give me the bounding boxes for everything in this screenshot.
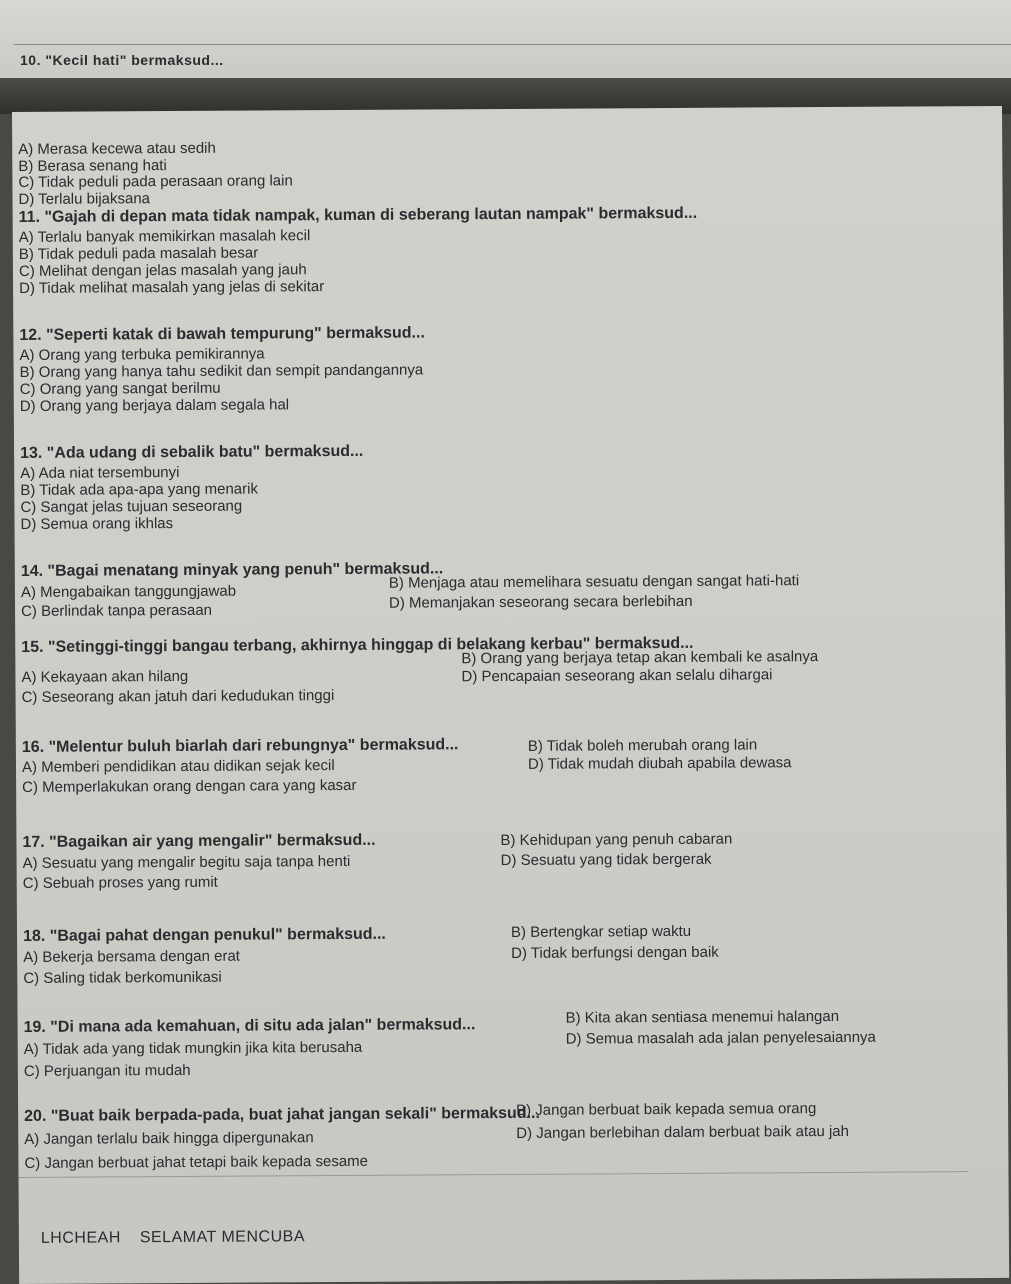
question-13: 13. "Ada udang di sebalik batu" bermaksud... — [20, 442, 364, 462]
q19-option-d[interactable]: D) Semua masalah ada jalan penyelesaiannya — [565, 1028, 876, 1048]
q19-option-c[interactable]: C) Perjuangan itu mudah — [23, 1061, 191, 1080]
q13-option-d[interactable]: D) Semua orang ikhlas — [20, 515, 174, 533]
question-17: 17. "Bagaikan air yang mengalir" bermaksud... — [22, 831, 376, 851]
q14-option-a[interactable]: A) Mengabaikan tanggungjawab — [20, 582, 237, 601]
q18-option-b[interactable]: B) Bertengkar setiap waktu — [510, 922, 692, 941]
divider — [14, 44, 1011, 45]
q12-option-a[interactable]: A) Orang yang terbuka pemikirannya — [19, 345, 265, 364]
q10-option-c[interactable]: C) Tidak peduli pada perasaan orang lain — [18, 172, 293, 191]
q15-option-b[interactable]: B) Orang yang berjaya tetap akan kembali ke asalnya — [461, 648, 819, 668]
q16-option-b[interactable]: B) Tidak boleh merubah orang lain — [527, 736, 758, 755]
q13-option-a[interactable]: A) Ada niat tersembunyi — [20, 463, 180, 482]
q15-option-d[interactable]: D) Pencapaian seseorang akan selalu dihargai — [461, 666, 773, 686]
q20-option-d[interactable]: D) Jangan berlebihan dalam berbuat baik atau jah — [516, 1122, 850, 1142]
q11-option-a[interactable]: A) Terlalu banyak memikirkan masalah kecil — [18, 227, 311, 246]
q18-option-a[interactable]: A) Bekerja bersama dengan erat — [23, 947, 241, 966]
q10-option-d[interactable]: D) Terlalu bijaksana — [18, 190, 151, 208]
q11-option-b[interactable]: B) Tidak peduli pada masalah besar — [18, 244, 259, 263]
q19-option-a[interactable]: A) Tidak ada yang tidak mungkin jika kita berusaha — [23, 1038, 363, 1058]
q11-option-d[interactable]: D) Tidak melihat masalah yang jelas di sekitar — [19, 278, 325, 297]
q11-option-c[interactable]: C) Melihat dengan jelas masalah yang jauh — [18, 261, 307, 280]
q10-option-b[interactable]: B) Berasa senang hati — [18, 157, 167, 175]
question-16: 16. "Melentur buluh biarlah dari rebungnya" bermaksud... — [21, 736, 459, 756]
q10-option-a[interactable]: A) Merasa kecewa atau sedih — [18, 139, 216, 158]
q20-option-c[interactable]: C) Jangan berbuat jahat tetapi baik kepada sesame — [24, 1152, 369, 1172]
question-10-title: 10. "Kecil hati" bermaksud... — [20, 52, 224, 68]
q12-option-c[interactable]: C) Orang yang sangat berilmu — [19, 379, 221, 398]
q13-option-b[interactable]: B) Tidak ada apa-apa yang menarik — [20, 480, 259, 499]
q14-option-b[interactable]: B) Menjaga atau memelihara sesuatu dengan sangat hati-hati — [388, 572, 800, 592]
q18-option-d[interactable]: D) Tidak berfungsi dengan baik — [511, 943, 719, 962]
q14-option-c[interactable]: C) Berlindak tanpa perasaan — [20, 601, 213, 620]
question-11: 11. "Gajah di depan mata tidak nampak, kuman di seberang lautan nampak" bermaksud... — [18, 204, 698, 226]
q16-option-a[interactable]: A) Memberi pendidikan atau didikan sejak kecil — [21, 757, 335, 776]
question-20: 20. "Buat baik berpada-pada, buat jahat jangan sekali" bermaksud... — [24, 1104, 540, 1125]
q13-option-c[interactable]: C) Sangat jelas tujuan seseorang — [20, 497, 243, 516]
question-18: 18. "Bagai pahat dengan penukul" bermaksud... — [22, 925, 386, 945]
q12-option-b[interactable]: B) Orang yang hanya tahu sedikit dan sempit pandangannya — [19, 361, 424, 381]
divider — [19, 1171, 969, 1178]
worksheet-page — [12, 106, 1009, 1284]
question-14: 14. "Bagai menatang minyak yang penuh" bermaksud... — [20, 560, 444, 580]
q17-option-c[interactable]: C) Sebuah proses yang rumit — [22, 873, 218, 892]
q15-option-c[interactable]: C) Seseorang akan jatuh dari kedudukan tinggi — [21, 687, 335, 706]
q17-option-d[interactable]: D) Sesuatu yang tidak bergerak — [500, 850, 712, 870]
q12-option-d[interactable]: D) Orang yang berjaya dalam segala hal — [19, 396, 290, 415]
question-12: 12. "Seperti katak di bawah tempurung" bermaksud... — [19, 324, 425, 344]
q17-option-a[interactable]: A) Sesuatu yang mengalir begitu saja tanpa henti — [22, 852, 351, 872]
question-19: 19. "Di mana ada kemahuan, di situ ada jalan" bermaksud... — [23, 1016, 476, 1036]
q20-option-a[interactable]: A) Jangan terlalu baik hingga dipergunakan — [24, 1129, 314, 1148]
q17-option-b[interactable]: B) Kehidupan yang penuh cabaran — [500, 830, 733, 850]
q14-option-d[interactable]: D) Memanjakan seseorang secara berlebihan — [388, 592, 693, 612]
question-15: 15. "Setinggi-tinggi bangau terbang, akhirnya hinggap di belakang kerbau" bermaksud... — [21, 634, 694, 656]
q18-option-c[interactable]: C) Saling tidak berkomunikasi — [23, 968, 222, 987]
q16-option-c[interactable]: C) Memperlakukan orang dengan cara yang kasar — [22, 776, 357, 796]
q15-option-a[interactable]: A) Kekayaan akan hilang — [21, 667, 189, 686]
q20-option-b[interactable]: B) Jangan berbuat baik kepada semua orang — [516, 1100, 817, 1119]
closing-greeting: SELAMAT MENCUBA — [139, 1228, 306, 1247]
footer — [41, 1228, 319, 1248]
author-name: LHCHEAH — [40, 1229, 121, 1247]
q19-option-b[interactable]: B) Kita akan sentiasa menemui halangan — [565, 1007, 840, 1027]
q16-option-d[interactable]: D) Tidak mudah diubah apabila dewasa — [527, 754, 792, 773]
